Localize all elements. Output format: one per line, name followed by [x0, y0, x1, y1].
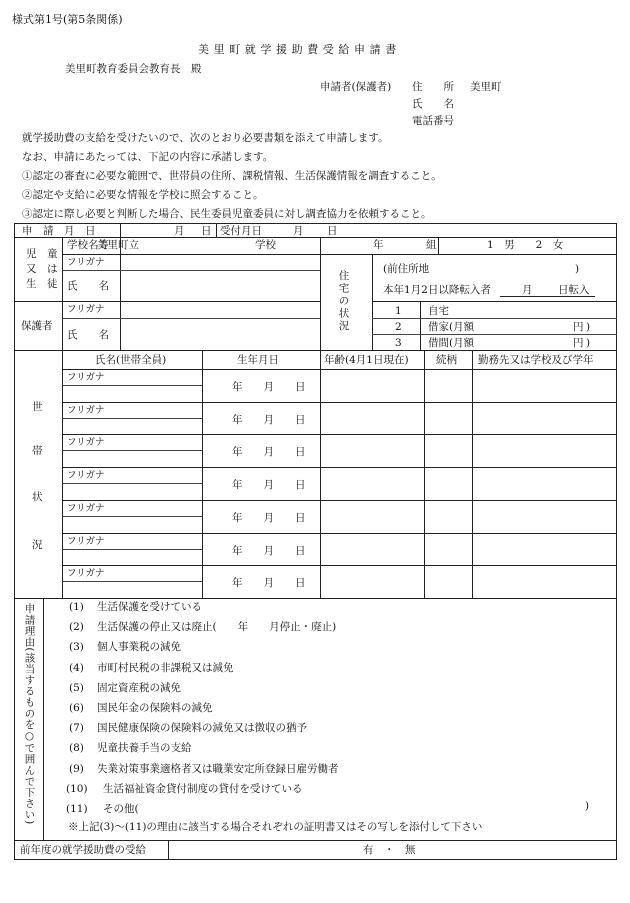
reason-option[interactable]: 生活福祉資金貸付制度の貸付を受けている [103, 782, 303, 795]
household-birthdate-field[interactable]: 年 月 日 [232, 479, 306, 492]
applicant-name-label: 氏 名 [412, 98, 454, 110]
reason-number: (7) [69, 722, 84, 735]
child-label-1: 児 童 [26, 248, 58, 260]
school-suffix: 学校 [255, 239, 276, 251]
household-label-char-3: 状 [32, 491, 43, 503]
intro-line-3: ①認定の審査に必要な範囲で、世帯員の住所、課税情報、生活保護情報を調査すること。 [22, 170, 442, 182]
reason-number: (3) [69, 641, 84, 654]
reason-number: (10) [66, 782, 88, 795]
reason-number: (8) [69, 742, 84, 755]
addressee: 美里町教育委員会教育長 殿 [65, 63, 202, 75]
received-month[interactable]: 月 [293, 225, 304, 237]
reason-option[interactable]: 生活保護を受けている [97, 601, 202, 613]
reason-option[interactable]: 固定資産税の減免 [97, 681, 181, 694]
applicant-label: 申請者(保護者) [320, 81, 392, 93]
household-birthdate-field[interactable]: 年 月 日 [232, 577, 306, 590]
housing-option-2-close: ) [586, 321, 591, 333]
previous-aid-label: 前年度の就学援助費の受給 [20, 844, 146, 856]
household-birthdate-field[interactable]: 年 月 日 [232, 381, 306, 393]
applicant-address-label: 住 所 [412, 81, 454, 93]
moved-in-prefix: 本年1月2日以降転入者 [383, 284, 491, 296]
apply-month[interactable]: 月 [174, 225, 185, 237]
school-label: 学校名等 [67, 239, 109, 251]
school-prefix: 美里町立 [97, 239, 139, 251]
housing-option-2-num: 2 [395, 321, 402, 333]
household-header-age: 年齢(4月1日現在) [324, 354, 409, 366]
child-furigana-label: フリガナ [67, 257, 105, 268]
household-furigana-label: フリガナ [67, 535, 105, 547]
reason-number: (5) [69, 681, 84, 694]
reason-option[interactable]: 児童扶養手当の支給 [97, 742, 192, 755]
housing-option-3-label[interactable]: 借間(月額 [428, 337, 475, 349]
housing-label: 住宅の状況 [337, 270, 350, 333]
child-label-3: 生 徒 [26, 278, 58, 290]
household-birthdate-field[interactable]: 年 月 日 [232, 413, 306, 426]
household-header-relation: 続柄 [436, 354, 457, 366]
applicant-phone-label: 電話番号 [412, 115, 454, 127]
received-day[interactable]: 日 [327, 225, 338, 237]
household-furigana-label: フリガナ [67, 470, 105, 482]
reason-option[interactable]: その他( [103, 803, 139, 815]
reason-number: (4) [69, 661, 84, 674]
reason-number: (2) [69, 621, 84, 634]
intro-line-1: 就学援助費の支給を受けたいので、次のとおり必要書類を添えて申請します。 [22, 132, 389, 144]
grade-kumi: 組 [426, 239, 437, 251]
prev-address-label: (前住所地 [383, 263, 430, 275]
housing-option-2-yen: 円 [573, 321, 584, 333]
reason-option[interactable]: 失業対策事業適格者又は職業安定所登録日雇労働者 [97, 762, 339, 775]
guardian-name-label: 氏 名 [67, 329, 109, 341]
housing-option-1-label[interactable]: 自宅 [428, 305, 449, 317]
reason-option[interactable]: 国民年金の保険料の減免 [97, 702, 213, 714]
reason-option[interactable]: 個人事業税の減免 [97, 641, 181, 654]
household-header-workplace: 勤務先又は学校及び学年 [478, 354, 594, 366]
intro-line-4: ②認定や支給に必要な情報を学校に照会すること。 [22, 189, 264, 201]
form-number: 様式第1号(第5条関係) [12, 13, 123, 26]
reason-number: (6) [69, 702, 84, 714]
household-furigana-label: フリガナ [67, 437, 105, 449]
household-furigana-label: フリガナ [67, 568, 105, 580]
household-birthdate-field[interactable]: 年 月 日 [232, 544, 306, 557]
child-name-label: 氏 名 [67, 280, 109, 292]
grade-nen: 年 [373, 239, 384, 251]
household-furigana-label: フリガナ [67, 502, 105, 514]
intro-line-2: なお、申請にあたっては、下記の内容に承諾します。 [22, 151, 274, 163]
moved-in-month[interactable]: 月 [522, 284, 533, 296]
prev-address-close: ) [575, 263, 580, 275]
guardian-label: 保護者 [21, 320, 53, 332]
household-birthdate-field[interactable]: 年 月 日 [232, 511, 306, 524]
household-furigana-label: フリガナ [67, 372, 105, 383]
reasons-label: 申請理由(該当するものを○で囲んで下さい) [23, 603, 36, 825]
gender-options[interactable]: 1 男 2 女 [487, 239, 564, 251]
reason-11-close: ) [585, 800, 590, 812]
reason-number: (9) [69, 762, 84, 775]
household-label-char-4: 況 [32, 539, 43, 551]
received-date-label: 受付月日 [220, 225, 262, 237]
form-title: 美里町就学援助費受給申請書 [198, 43, 401, 56]
reason-number: (11) [66, 803, 88, 815]
reason-number: (1) [69, 601, 84, 613]
apply-date-label: 申 請 月 日 [22, 225, 96, 237]
reason-option[interactable]: 国民健康保険の保険料の減免又は徴収の猶予 [97, 722, 307, 735]
housing-option-3-yen: 円 [573, 337, 584, 349]
household-label-char-2: 帯 [32, 445, 43, 457]
household-header-name: 氏名(世帯全員) [95, 354, 167, 366]
reason-option[interactable]: 市町村民税の非課税又は減免 [97, 661, 234, 674]
housing-option-1-num: 1 [395, 305, 402, 317]
guardian-furigana-label: フリガナ [67, 304, 105, 315]
housing-option-3-close: ) [586, 337, 591, 349]
child-label-2: 又 は [26, 263, 58, 275]
housing-option-2-label[interactable]: 借家(月額 [428, 321, 475, 333]
household-label-char-1: 世 [32, 401, 43, 413]
moved-in-day[interactable]: 日転入 [558, 284, 590, 296]
household-birthdate-field[interactable]: 年 月 日 [232, 446, 306, 459]
intro-line-5: ③認定に際し必要と判断した場合、民生委員児童委員に対し調査協力を依頼すること。 [22, 208, 432, 220]
household-furigana-label: フリガナ [67, 404, 105, 416]
household-header-birthdate: 生年月日 [237, 354, 279, 366]
apply-day[interactable]: 日 [201, 225, 212, 237]
housing-option-3-num: 3 [395, 337, 402, 349]
previous-aid-value[interactable]: 有 ・ 無 [363, 844, 416, 856]
reasons-note: ※上記(3)～(11)の理由に該当する場合それぞれの証明書又はその写しを添付して下さい [68, 821, 483, 833]
applicant-address-prefix: 美里町 [470, 81, 502, 93]
reason-option[interactable]: 生活保護の停止又は廃止( 年 月停止・廃止) [97, 621, 337, 634]
